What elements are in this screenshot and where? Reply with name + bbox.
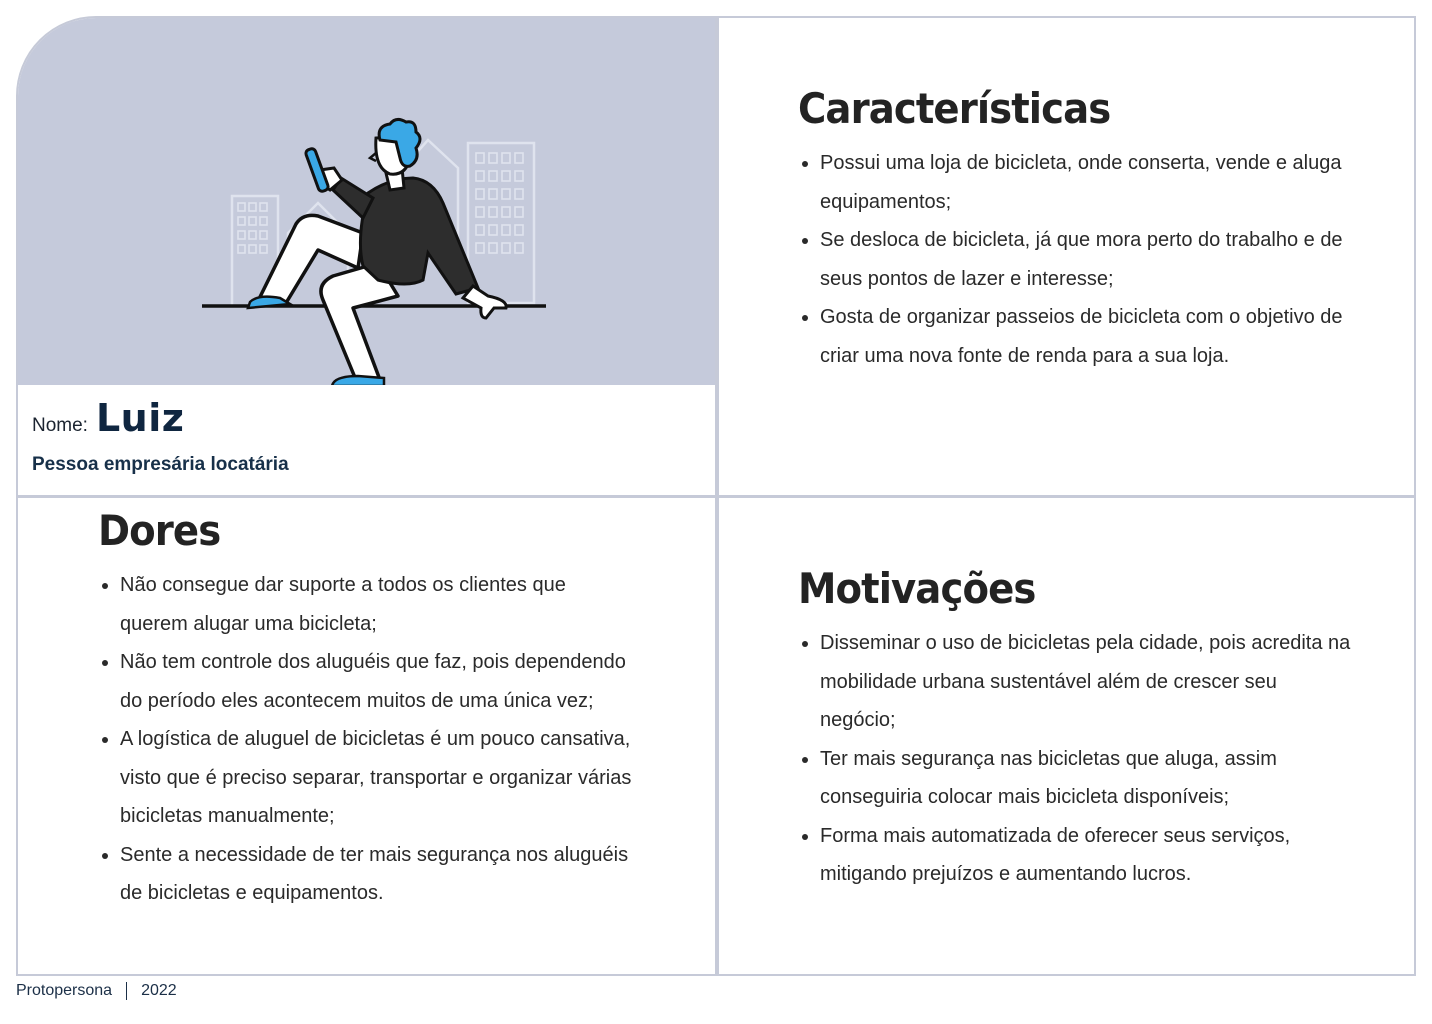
caracteristicas-list	[798, 144, 1358, 375]
persona-role: Pessoa empresária locatária	[32, 454, 289, 475]
horizontal-divider	[18, 495, 1414, 498]
persona-board	[16, 16, 1416, 976]
list-item: • Sente a necessidade de ter mais segurança nos aluguéis de bicicletas e equipamentos.	[120, 836, 638, 913]
list-item: • Possui uma loja de bicicleta, onde conserta, vende e aluga equipamentos;	[820, 144, 1358, 221]
motivacoes-list	[798, 624, 1358, 894]
motivacoes-title: Motivações	[798, 564, 1036, 613]
caracteristicas-title: Características	[798, 84, 1111, 133]
footer-year: 2022	[141, 982, 177, 999]
section-motivacoes	[798, 564, 1358, 894]
dores-list	[98, 566, 638, 913]
section-dores	[98, 506, 638, 913]
dores-title: Dores	[98, 506, 221, 555]
persona-illustration-panel	[18, 18, 715, 385]
footer-separator	[126, 982, 127, 1000]
persona-name: Luiz	[95, 396, 185, 440]
list-item: • Não consegue dar suporte a todos os clientes que querem alugar uma bicicleta;	[120, 566, 638, 643]
footer-label: Protopersona	[16, 982, 113, 999]
list-item: • Se desloca de bicicleta, já que mora perto do trabalho e de seus pontos de lazer e interesse;	[820, 221, 1358, 298]
list-item: • Forma mais automatizada de oferecer seus serviços, mitigando prejuízos e aumentando lucros.	[820, 817, 1358, 894]
list-item: • Não tem controle dos aluguéis que faz, pois dependendo do período eles acontecem muitos de uma única vez;	[120, 643, 638, 720]
list-item: • Disseminar o uso de bicicletas pela cidade, pois acredita na mobilidade urbana sustentável além de crescer seu negócio;	[820, 624, 1358, 740]
list-item: • A logística de aluguel de bicicletas é um pouco cansativa, visto que é preciso separar, transportar e organizar várias bicicletas manualmente;	[120, 720, 638, 836]
list-item: • Ter mais segurança nas bicicletas que aluga, assim conseguiria colocar mais bicicleta disponíveis;	[820, 740, 1358, 817]
list-item: • Gosta de organizar passeios de bicicleta com o objetivo de criar uma nova fonte de renda para a sua loja.	[820, 298, 1358, 375]
person-sitting-with-phone-illustration	[18, 18, 715, 385]
name-label: Nome:	[32, 415, 88, 436]
section-caracteristicas	[798, 84, 1358, 375]
footer	[16, 982, 177, 1000]
persona-name-row	[32, 396, 184, 440]
